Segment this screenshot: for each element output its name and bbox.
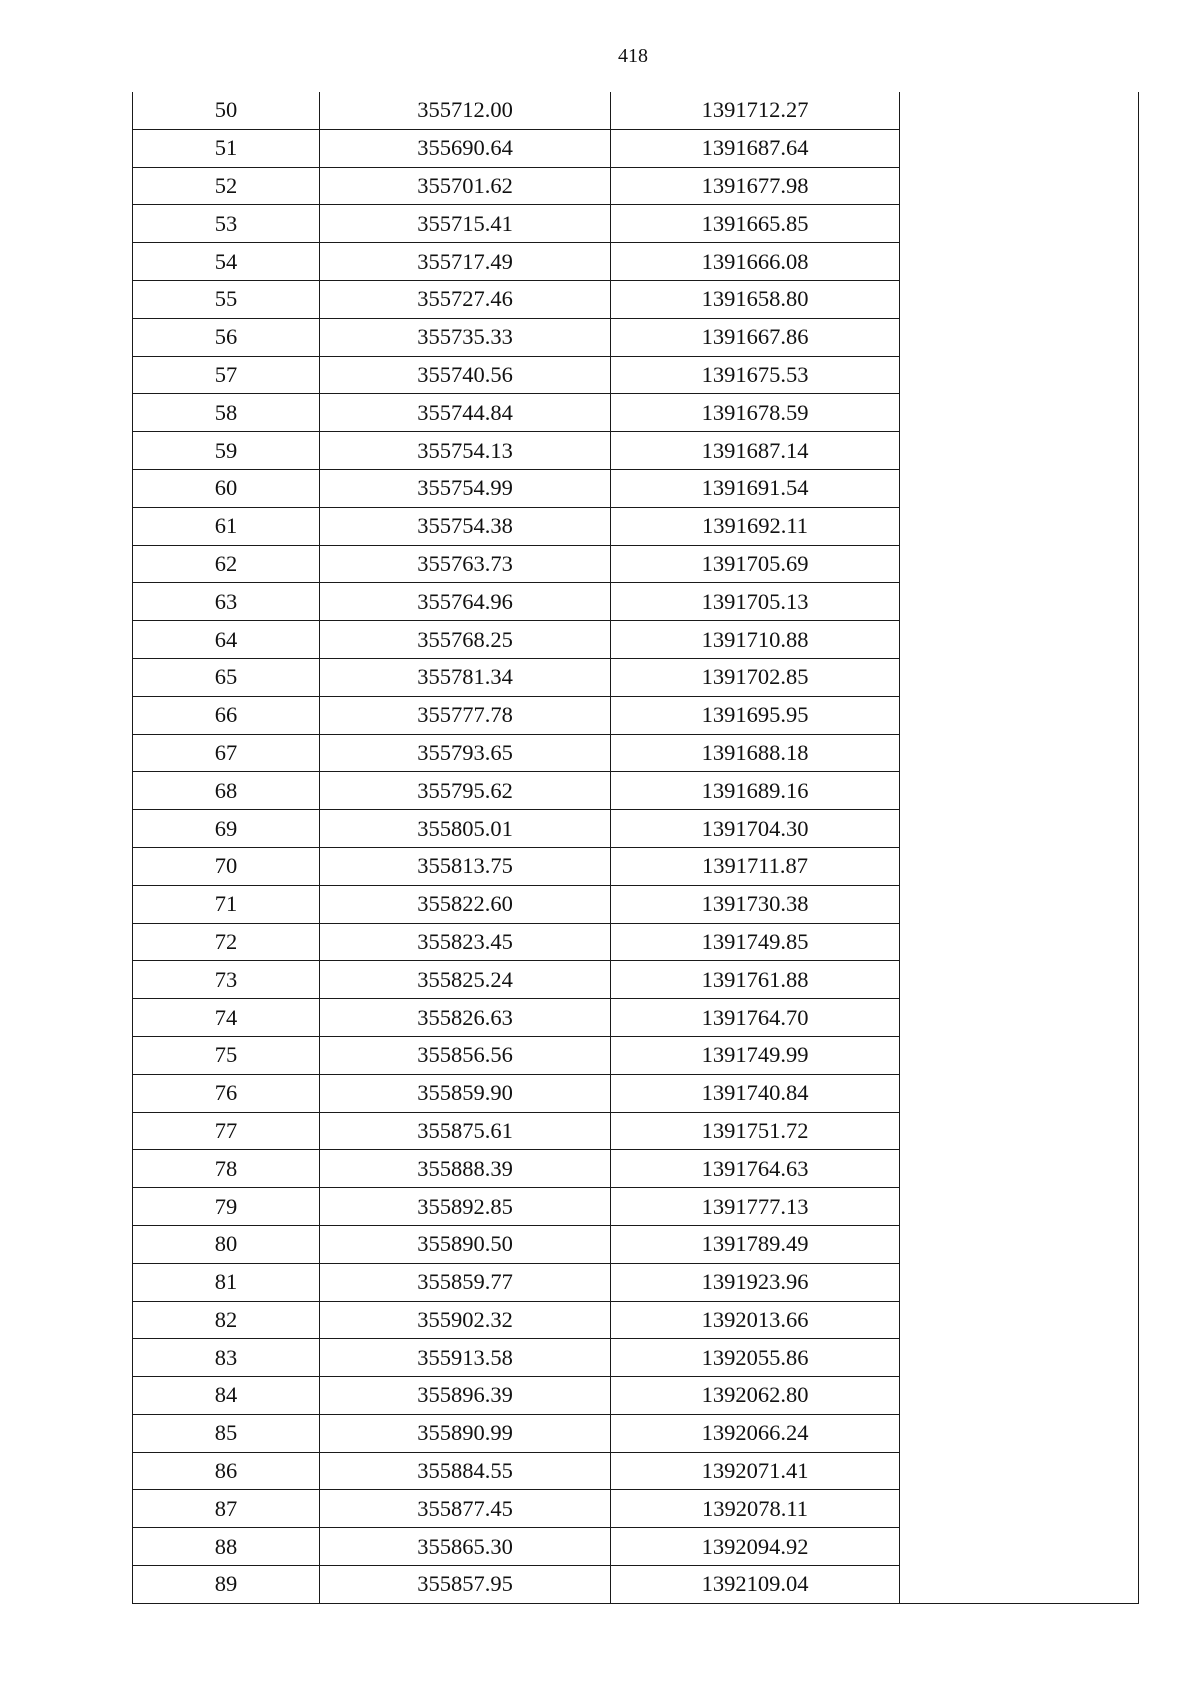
extra-cell (900, 961, 1139, 999)
point-number-cell: 73 (133, 961, 320, 999)
y-coordinate-cell: 1391667.86 (611, 318, 900, 356)
x-coordinate-cell: 355884.55 (320, 1452, 611, 1490)
y-coordinate-cell: 1391691.54 (611, 469, 900, 507)
extra-cell (900, 885, 1139, 923)
x-coordinate-cell: 355717.49 (320, 243, 611, 281)
y-coordinate-cell: 1392109.04 (611, 1566, 900, 1604)
point-number-cell: 63 (133, 583, 320, 621)
y-coordinate-cell: 1391730.38 (611, 885, 900, 923)
x-coordinate-cell: 355888.39 (320, 1150, 611, 1188)
x-coordinate-cell: 355701.62 (320, 167, 611, 205)
table-row (133, 999, 1139, 1037)
extra-cell (900, 810, 1139, 848)
y-coordinate-cell: 1391749.85 (611, 923, 900, 961)
y-coordinate-cell: 1391705.13 (611, 583, 900, 621)
x-coordinate-cell: 355764.96 (320, 583, 611, 621)
point-number-cell: 67 (133, 734, 320, 772)
extra-cell (900, 1112, 1139, 1150)
y-coordinate-cell: 1392066.24 (611, 1414, 900, 1452)
point-number-cell: 75 (133, 1036, 320, 1074)
x-coordinate-cell: 355754.99 (320, 469, 611, 507)
table-row (133, 847, 1139, 885)
extra-cell (900, 129, 1139, 167)
table-row (133, 507, 1139, 545)
x-coordinate-cell: 355768.25 (320, 621, 611, 659)
x-coordinate-cell: 355856.56 (320, 1036, 611, 1074)
x-coordinate-cell: 355690.64 (320, 129, 611, 167)
table-row (133, 545, 1139, 583)
y-coordinate-cell: 1392071.41 (611, 1452, 900, 1490)
table-row (133, 621, 1139, 659)
y-coordinate-cell: 1391761.88 (611, 961, 900, 999)
x-coordinate-cell: 355896.39 (320, 1377, 611, 1415)
table-body (133, 92, 1139, 1603)
table-row (133, 129, 1139, 167)
point-number-cell: 72 (133, 923, 320, 961)
table-row (133, 1225, 1139, 1263)
point-number-cell: 79 (133, 1188, 320, 1226)
table-row (133, 469, 1139, 507)
table-row (133, 658, 1139, 696)
table-row (133, 1490, 1139, 1528)
point-number-cell: 56 (133, 318, 320, 356)
point-number-cell: 61 (133, 507, 320, 545)
extra-cell (900, 167, 1139, 205)
x-coordinate-cell: 355826.63 (320, 999, 611, 1037)
y-coordinate-cell: 1391923.96 (611, 1263, 900, 1301)
y-coordinate-cell: 1391695.95 (611, 696, 900, 734)
y-coordinate-cell: 1391702.85 (611, 658, 900, 696)
point-number-cell: 88 (133, 1528, 320, 1566)
x-coordinate-cell: 355890.99 (320, 1414, 611, 1452)
extra-cell (900, 507, 1139, 545)
extra-cell (900, 583, 1139, 621)
table-row (133, 1112, 1139, 1150)
extra-cell (900, 1188, 1139, 1226)
page-number: 418 (618, 45, 648, 67)
point-number-cell: 64 (133, 621, 320, 659)
table-row (133, 583, 1139, 621)
x-coordinate-cell: 355763.73 (320, 545, 611, 583)
point-number-cell: 53 (133, 205, 320, 243)
x-coordinate-cell: 355823.45 (320, 923, 611, 961)
x-coordinate-cell: 355735.33 (320, 318, 611, 356)
point-number-cell: 74 (133, 999, 320, 1037)
point-number-cell: 71 (133, 885, 320, 923)
extra-cell (900, 1566, 1139, 1604)
table-row (133, 696, 1139, 734)
y-coordinate-cell: 1391705.69 (611, 545, 900, 583)
x-coordinate-cell: 355890.50 (320, 1225, 611, 1263)
table-row (133, 1566, 1139, 1604)
point-number-cell: 78 (133, 1150, 320, 1188)
extra-cell (900, 469, 1139, 507)
extra-cell (900, 432, 1139, 470)
extra-cell (900, 696, 1139, 734)
point-number-cell: 62 (133, 545, 320, 583)
point-number-cell: 86 (133, 1452, 320, 1490)
point-number-cell: 54 (133, 243, 320, 281)
table-row (133, 280, 1139, 318)
x-coordinate-cell: 355892.85 (320, 1188, 611, 1226)
table-row (133, 1263, 1139, 1301)
point-number-cell: 68 (133, 772, 320, 810)
table-row (133, 205, 1139, 243)
y-coordinate-cell: 1391677.98 (611, 167, 900, 205)
extra-cell (900, 1452, 1139, 1490)
y-coordinate-cell: 1391692.11 (611, 507, 900, 545)
table-row (133, 432, 1139, 470)
point-number-cell: 60 (133, 469, 320, 507)
extra-cell (900, 280, 1139, 318)
y-coordinate-cell: 1391749.99 (611, 1036, 900, 1074)
point-number-cell: 80 (133, 1225, 320, 1263)
x-coordinate-cell: 355715.41 (320, 205, 611, 243)
y-coordinate-cell: 1392062.80 (611, 1377, 900, 1415)
extra-cell (900, 658, 1139, 696)
table-row (133, 1188, 1139, 1226)
extra-cell (900, 1528, 1139, 1566)
point-number-cell: 82 (133, 1301, 320, 1339)
x-coordinate-cell: 355727.46 (320, 280, 611, 318)
point-number-cell: 84 (133, 1377, 320, 1415)
x-coordinate-cell: 355793.65 (320, 734, 611, 772)
x-coordinate-cell: 355781.34 (320, 658, 611, 696)
point-number-cell: 89 (133, 1566, 320, 1604)
point-number-cell: 51 (133, 129, 320, 167)
extra-cell (900, 734, 1139, 772)
y-coordinate-cell: 1391688.18 (611, 734, 900, 772)
table-row (133, 810, 1139, 848)
point-number-cell: 52 (133, 167, 320, 205)
point-number-cell: 77 (133, 1112, 320, 1150)
table-row (133, 1377, 1139, 1415)
table-row (133, 885, 1139, 923)
point-number-cell: 65 (133, 658, 320, 696)
table-row (133, 1301, 1139, 1339)
point-number-cell: 76 (133, 1074, 320, 1112)
extra-cell (900, 1036, 1139, 1074)
x-coordinate-cell: 355740.56 (320, 356, 611, 394)
y-coordinate-cell: 1391751.72 (611, 1112, 900, 1150)
x-coordinate-cell: 355875.61 (320, 1112, 611, 1150)
x-coordinate-cell: 355865.30 (320, 1528, 611, 1566)
x-coordinate-cell: 355712.00 (320, 92, 611, 129)
x-coordinate-cell: 355877.45 (320, 1490, 611, 1528)
extra-cell (900, 394, 1139, 432)
x-coordinate-cell: 355825.24 (320, 961, 611, 999)
extra-cell (900, 205, 1139, 243)
table-row (133, 318, 1139, 356)
x-coordinate-cell: 355822.60 (320, 885, 611, 923)
x-coordinate-cell: 355754.13 (320, 432, 611, 470)
table-row (133, 923, 1139, 961)
point-number-cell: 81 (133, 1263, 320, 1301)
x-coordinate-cell: 355859.90 (320, 1074, 611, 1112)
x-coordinate-cell: 355902.32 (320, 1301, 611, 1339)
point-number-cell: 55 (133, 280, 320, 318)
y-coordinate-cell: 1391789.49 (611, 1225, 900, 1263)
extra-cell (900, 318, 1139, 356)
point-number-cell: 58 (133, 394, 320, 432)
table-row (133, 1150, 1139, 1188)
extra-cell (900, 772, 1139, 810)
y-coordinate-cell: 1391710.88 (611, 621, 900, 659)
extra-cell (900, 92, 1139, 129)
y-coordinate-cell: 1391712.27 (611, 92, 900, 129)
y-coordinate-cell: 1392094.92 (611, 1528, 900, 1566)
y-coordinate-cell: 1391665.85 (611, 205, 900, 243)
y-coordinate-cell: 1391678.59 (611, 394, 900, 432)
y-coordinate-cell: 1391666.08 (611, 243, 900, 281)
table-row (133, 1452, 1139, 1490)
table-row (133, 1414, 1139, 1452)
extra-cell (900, 1263, 1139, 1301)
y-coordinate-cell: 1391687.64 (611, 129, 900, 167)
table-row (133, 243, 1139, 281)
point-number-cell: 87 (133, 1490, 320, 1528)
extra-cell (900, 923, 1139, 961)
y-coordinate-cell: 1391711.87 (611, 847, 900, 885)
point-number-cell: 85 (133, 1414, 320, 1452)
table-row (133, 1036, 1139, 1074)
x-coordinate-cell: 355744.84 (320, 394, 611, 432)
table-row (133, 734, 1139, 772)
point-number-cell: 83 (133, 1339, 320, 1377)
extra-cell (900, 356, 1139, 394)
table-row (133, 961, 1139, 999)
x-coordinate-cell: 355913.58 (320, 1339, 611, 1377)
y-coordinate-cell: 1391704.30 (611, 810, 900, 848)
table-row (133, 1339, 1139, 1377)
point-number-cell: 70 (133, 847, 320, 885)
extra-cell (900, 243, 1139, 281)
point-number-cell: 50 (133, 92, 320, 129)
table-row (133, 394, 1139, 432)
extra-cell (900, 1301, 1139, 1339)
y-coordinate-cell: 1391764.70 (611, 999, 900, 1037)
extra-cell (900, 1074, 1139, 1112)
table-row (133, 356, 1139, 394)
extra-cell (900, 847, 1139, 885)
point-number-cell: 59 (133, 432, 320, 470)
x-coordinate-cell: 355777.78 (320, 696, 611, 734)
point-number-cell: 66 (133, 696, 320, 734)
extra-cell (900, 1490, 1139, 1528)
x-coordinate-cell: 355805.01 (320, 810, 611, 848)
x-coordinate-cell: 355813.75 (320, 847, 611, 885)
point-number-cell: 57 (133, 356, 320, 394)
table-row (133, 167, 1139, 205)
y-coordinate-cell: 1391689.16 (611, 772, 900, 810)
extra-cell (900, 1225, 1139, 1263)
extra-cell (900, 1339, 1139, 1377)
y-coordinate-cell: 1391675.53 (611, 356, 900, 394)
y-coordinate-cell: 1392013.66 (611, 1301, 900, 1339)
x-coordinate-cell: 355857.95 (320, 1566, 611, 1604)
extra-cell (900, 1414, 1139, 1452)
x-coordinate-cell: 355795.62 (320, 772, 611, 810)
extra-cell (900, 545, 1139, 583)
extra-cell (900, 1150, 1139, 1188)
y-coordinate-cell: 1391687.14 (611, 432, 900, 470)
extra-cell (900, 999, 1139, 1037)
extra-cell (900, 1377, 1139, 1415)
x-coordinate-cell: 355754.38 (320, 507, 611, 545)
table-row (133, 772, 1139, 810)
point-number-cell: 69 (133, 810, 320, 848)
table-row (133, 1528, 1139, 1566)
extra-cell (900, 621, 1139, 659)
coordinates-table (132, 92, 1139, 1604)
y-coordinate-cell: 1392055.86 (611, 1339, 900, 1377)
table-row (133, 92, 1139, 129)
table-row (133, 1074, 1139, 1112)
y-coordinate-cell: 1391658.80 (611, 280, 900, 318)
y-coordinate-cell: 1392078.11 (611, 1490, 900, 1528)
y-coordinate-cell: 1391764.63 (611, 1150, 900, 1188)
x-coordinate-cell: 355859.77 (320, 1263, 611, 1301)
y-coordinate-cell: 1391740.84 (611, 1074, 900, 1112)
y-coordinate-cell: 1391777.13 (611, 1188, 900, 1226)
